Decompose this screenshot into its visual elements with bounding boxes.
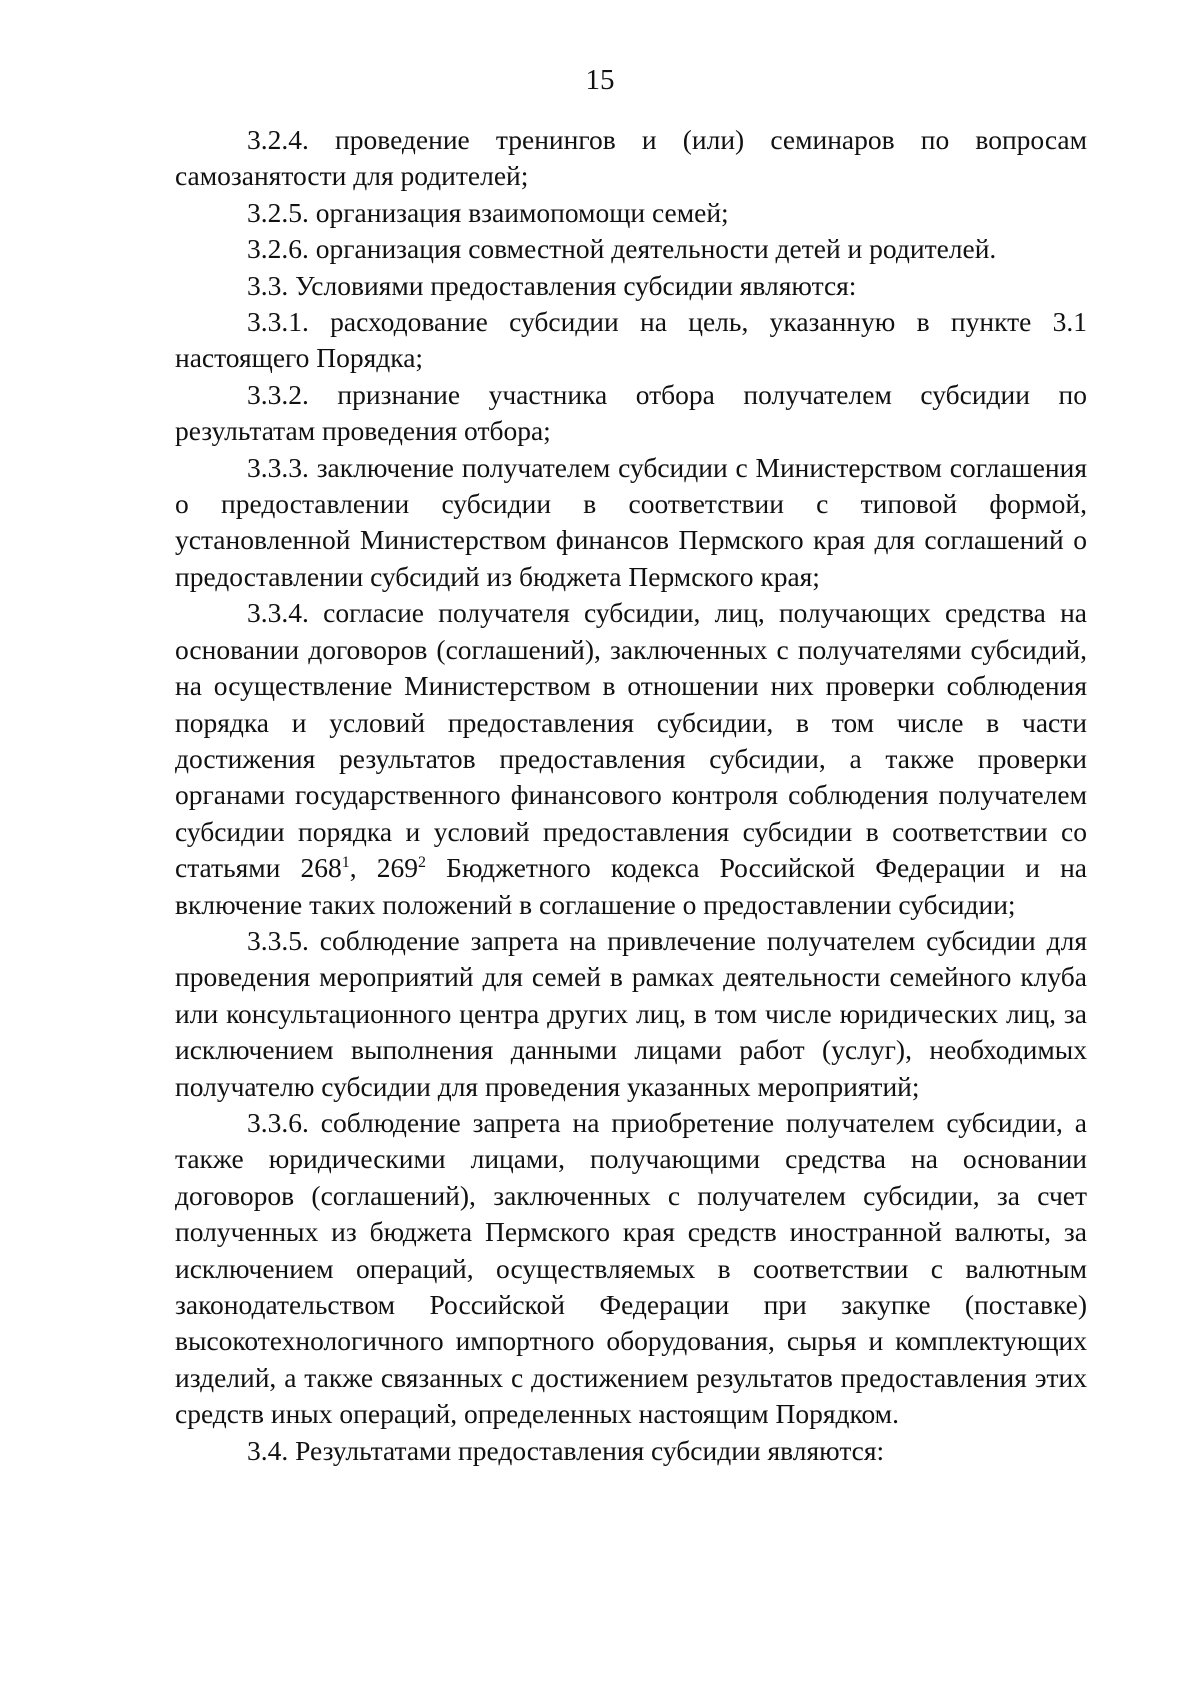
paragraph-3-3: 3.3. Условиями предоставления субсидии являются: xyxy=(247,269,857,301)
paragraph-3-3-1: 3.3.1. расходование субсидии на цель, указанную в пункте 3.1 настоящего Порядка; xyxy=(175,306,1087,374)
paragraph-3-3-6: 3.3.6. соблюдение запрета на приобретение получателем субсидии, а также юридическими лицами, получающими средства на основании договоров (соглашений), заключенных с получателем субсидии, за счет полученных из бюджета Пермского края средств иностранной валюты, за исключением операций, осуществляемых в соответствии с валютным законодательством Российской Федерации при закупке (поставке) высокотехнологичного импортного оборудования, сырья и комплектующих изделий, а также связанных с достижением результатов предоставления этих средств иных операций, определенных настоящим Порядком. xyxy=(175,1106,1087,1430)
document-body xyxy=(175,122,1087,1469)
paragraph-3-3-3: 3.3.3. заключение получателем субсидии с Министерством соглашения о предоставлении субсидии в соответствии с типовой формой, установленной Министерством финансов Пермского края для соглашений о предоставлении субсидий из бюджета Пермского края; xyxy=(175,451,1087,592)
paragraph-3-3-4-text-1: 3.3.4. согласие получателя субсидии, лиц, получающих средства на основании договоров (соглашений), заключенных с получателями субсидий, на осуществление Министерством в отношении них проверки соблюдения порядка и условий предоставления субсидии, в том числе в части достижения результатов предоставления субсидии, а также проверки органами государственного финансового контроля соблюдения получателем субсидии порядка и условий предоставления субсидии в соответствии со статьями 268 xyxy=(175,597,1087,884)
page-number: 15 xyxy=(585,64,615,96)
superscript-1: 1 xyxy=(341,853,350,871)
paragraph-3-4: 3.4. Результатами предоставления субсидии являются: xyxy=(247,1434,885,1466)
paragraph-3-3-2: 3.3.2. признание участника отбора получателем субсидии по результатам проведения отбора; xyxy=(175,378,1087,447)
paragraph-3-2-4: 3.2.4. проведение тренингов и (или) семинаров по вопросам самозанятости для родителей; xyxy=(175,124,1087,192)
paragraph-3-3-4 xyxy=(175,595,1087,923)
paragraph-3-2-5: 3.2.5. организация взаимопомощи семей; xyxy=(247,196,729,228)
paragraph-3-3-5: 3.3.5. соблюдение запрета на привлечение получателем субсидии для проведения мероприятий для семей в рамках деятельности семейного клуба или консультационного центра других лиц, в том числе юридических лиц, за исключением выполнения данными лицами работ (услуг), необходимых получателю субсидии для проведения указанных мероприятий; xyxy=(175,924,1087,1102)
superscript-2: 2 xyxy=(418,853,427,871)
paragraph-3-3-4-text-3: Бюджетного кодекса Российской Федерации и на включение таких положений в соглашение о предоставлении субсидии; xyxy=(175,852,1088,920)
paragraph-3-2-6: 3.2.6. организация совместной деятельности детей и родителей. xyxy=(247,233,997,265)
paragraph-3-3-4-text-2: , 269 xyxy=(349,852,419,884)
